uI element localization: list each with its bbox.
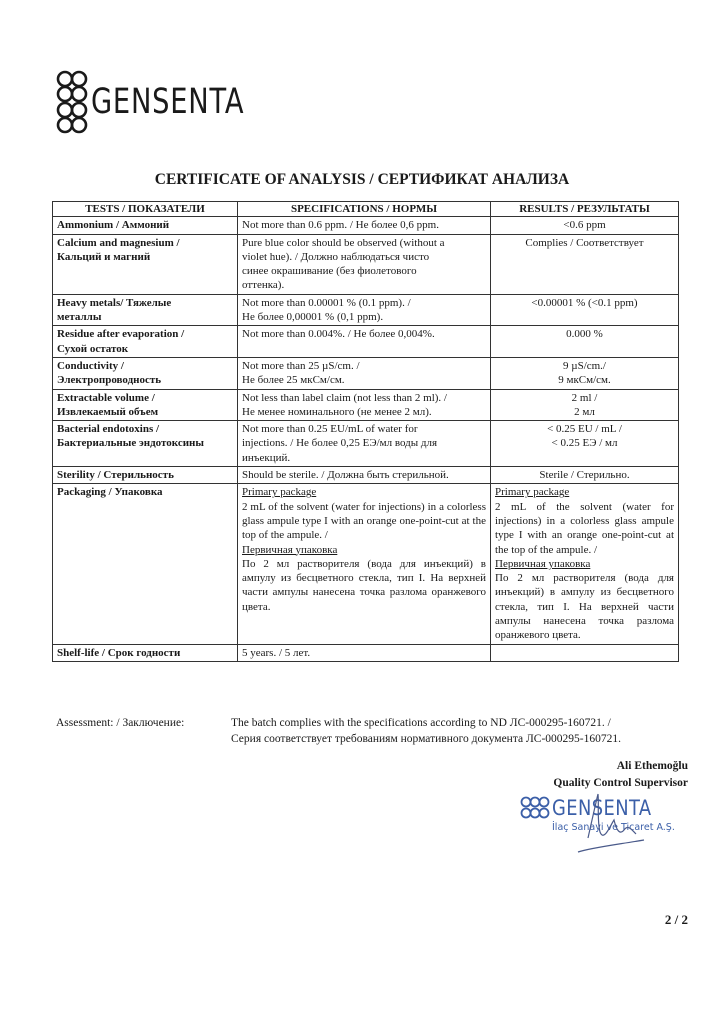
result-cell	[491, 484, 679, 644]
stamp-wordmark: GENSENTA	[552, 796, 652, 820]
table-row	[53, 389, 679, 421]
assessment-text	[231, 716, 681, 747]
result-cell	[491, 644, 679, 661]
assessment-line-ru: Серия соответствует требованиям нормативного документа ЛС-000295-160721.	[231, 732, 621, 745]
test-cell: Conductivity / Электропроводность	[53, 357, 238, 389]
spec-cell: Pure blue color should be observed (without a violet hue). / Должно наблюдаться чисто синее окрашивание (без фиолетового оттенка).	[238, 234, 491, 294]
table-row	[53, 234, 679, 294]
result-cell: 0.000 %	[491, 326, 679, 358]
spec-cell: Should be sterile. / Должна быть стерильной.	[238, 467, 491, 484]
primary-package-text-ru: По 2 мл растворителя (вода для инъекций) в ампулу из бесцветного стекла, тип I. На верхней части ампулы нанесена точка разлома оранжевого цвета.	[495, 572, 674, 642]
test-cell: Ammonium / Аммоний	[53, 217, 238, 234]
result-cell: 9 µS/cm./ 9 мкСм/см.	[491, 357, 679, 389]
test-cell: Calcium and magnesium / Кальций и магний	[53, 234, 238, 294]
column-header-tests: TESTS / ПОКАЗАТЕЛИ	[53, 202, 238, 217]
spec-cell: Not more than 0.6 ppm. / Не более 0,6 ppm.	[238, 217, 491, 234]
result-cell: Complies / Соответствует	[491, 234, 679, 294]
spec-cell: Not more than 0.00001 % (0.1 ppm). / Не более 0,00001 % (0,1 ppm).	[238, 294, 491, 326]
spec-cell: Not less than label claim (not less than 2 ml). / Не менее номинального (не менее 2 мл).	[238, 389, 491, 421]
column-header-results: RESULTS / РЕЗУЛЬТАТЫ	[491, 202, 679, 217]
assessment-line-en: The batch complies with the specifications according to ND ЛС-000295-160721. /	[231, 717, 611, 729]
stamp-company-line: İlaç Sanayi ve Ticaret A.Ş.	[552, 822, 675, 833]
document-title: CERTIFICATE OF ANALYSIS / СЕРТИФИКАТ АНАЛИЗА	[154, 171, 570, 188]
page-number: 2 / 2	[664, 912, 688, 927]
test-cell: Heavy metals/ Тяжелые металлы	[53, 294, 238, 326]
test-cell: Residue after evaporation / Сухой остаток	[53, 326, 238, 358]
spec-cell: 5 years. / 5 лет.	[238, 644, 491, 661]
test-cell: Extractable volume / Извлекаемый объем	[53, 389, 238, 421]
primary-package-heading-ru: Первичная упаковка	[495, 557, 591, 570]
spec-cell: Not more than 0.004%. / Не более 0,004%.	[238, 326, 491, 358]
spec-cell: Not more than 0.25 EU/mL of water for injections. / Не более 0,25 ЕЭ/мл воды для инъекций.	[238, 421, 491, 467]
gensenta-emblem-icon	[55, 70, 89, 134]
table-row	[53, 294, 679, 326]
table-row-shelf-life	[53, 644, 679, 661]
test-cell: Sterility / Стерильность	[53, 467, 238, 484]
handwritten-signature	[518, 790, 688, 860]
table-row-packaging	[53, 484, 679, 644]
test-cell: Packaging / Упаковка	[53, 484, 238, 644]
table-row	[53, 326, 679, 358]
primary-package-heading-ru: Первичная упаковка	[242, 543, 338, 556]
table-row	[53, 421, 679, 467]
company-logo	[55, 70, 288, 134]
signer-block	[553, 758, 688, 791]
result-cell: 2 ml / 2 мл	[491, 389, 679, 421]
signer-name: Ali Ethemoğlu	[616, 760, 688, 772]
company-stamp	[518, 790, 688, 845]
logo-wordmark: GENSENTA	[91, 82, 245, 122]
primary-package-heading: Primary package	[242, 486, 317, 499]
column-header-specifications: SPECIFICATIONS / НОРМЫ	[238, 202, 491, 217]
primary-package-heading: Primary package	[495, 486, 570, 499]
result-cell: Sterile / Стерильно.	[491, 467, 679, 484]
table-row	[53, 217, 679, 234]
signer-role: Quality Control Supervisor	[553, 776, 688, 789]
result-cell: <0.6 ppm	[491, 217, 679, 234]
primary-package-text: 2 mL of the solvent (water for injections) in a colorless glass ampule type I with an orange one-point-cut at the top of the ampule. /	[495, 500, 674, 556]
table-header-row	[53, 202, 679, 217]
result-cell: <0.00001 % (<0.1 ppm)	[491, 294, 679, 326]
primary-package-text: 2 mL of the solvent (water for injections) in a colorless glass ampule type I with an orange one-point-cut at the top of the ampule. /	[242, 500, 486, 542]
test-cell: Shelf-life / Срок годности	[53, 644, 238, 661]
assessment-label: Assessment: / Заключение:	[56, 717, 185, 729]
spec-cell: Not more than 25 µS/cm. / Не более 25 мкСм/см.	[238, 357, 491, 389]
table-row	[53, 357, 679, 389]
spec-cell	[238, 484, 491, 644]
test-cell: Bacterial endotoxins / Бактериальные эндотоксины	[53, 421, 238, 467]
analysis-table	[52, 201, 679, 662]
table-row	[53, 467, 679, 484]
primary-package-text-ru: По 2 мл растворителя (вода для инъекций) в ампулу из бесцветного стекла, тип I. На верхней части ампулы нанесена точка разлома оранжевого цвета.	[242, 557, 486, 613]
result-cell: < 0.25 EU / mL / < 0.25 ЕЭ / мл	[491, 421, 679, 467]
